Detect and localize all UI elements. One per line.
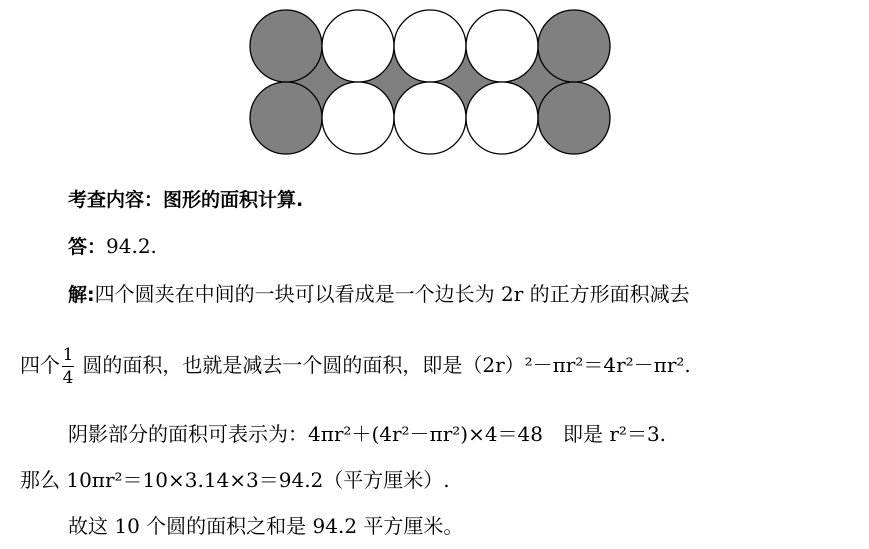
fraction-denominator: 4 bbox=[62, 368, 74, 388]
solution-line-4: 那么 10πr²＝10×3.14×3＝94.2（平方厘米）. bbox=[20, 468, 450, 492]
answer-value: 94.2. bbox=[106, 234, 157, 258]
shaded-circle-0-4 bbox=[538, 10, 610, 82]
solution-line-5: 故这 10 个圆的面积之和是 94.2 平方厘米。 bbox=[68, 514, 464, 538]
solution-line-3: 阴影部分的面积可表示为：4πr²＋(4r²－πr²)×4＝48 即是 r²＝3. bbox=[68, 422, 667, 446]
fraction-numerator: 1 bbox=[62, 345, 74, 365]
circle-0-1 bbox=[322, 10, 394, 82]
line2-prefix: 四个 bbox=[20, 353, 60, 377]
circle-0-3 bbox=[466, 10, 538, 82]
topic-label: 考查内容：图形的面积计算. bbox=[68, 189, 304, 211]
answer-line bbox=[68, 232, 157, 261]
circle-1-2 bbox=[394, 82, 466, 154]
circle-1-1 bbox=[322, 82, 394, 154]
shaded-circle-1-4 bbox=[538, 82, 610, 154]
solution-label: 解: bbox=[68, 284, 95, 306]
solution-line-1 bbox=[68, 280, 690, 309]
solution-text-1: 四个圆夹在中间的一块可以看成是一个边长为 2r 的正方形面积减去 bbox=[94, 282, 690, 306]
solution-line-2 bbox=[20, 344, 691, 389]
circle-0-2 bbox=[394, 10, 466, 82]
circle-1-3 bbox=[466, 82, 538, 154]
answer-label: 答： bbox=[68, 236, 107, 258]
shaded-circle-0-0 bbox=[250, 10, 322, 82]
circles-figure bbox=[248, 8, 614, 158]
shaded-circle-1-0 bbox=[250, 82, 322, 154]
fraction-one-quarter bbox=[62, 344, 74, 389]
line2-rest: 圆的面积，也就是减去一个圆的面积，即是（2r）²－πr²＝4r²－πr². bbox=[76, 353, 691, 377]
